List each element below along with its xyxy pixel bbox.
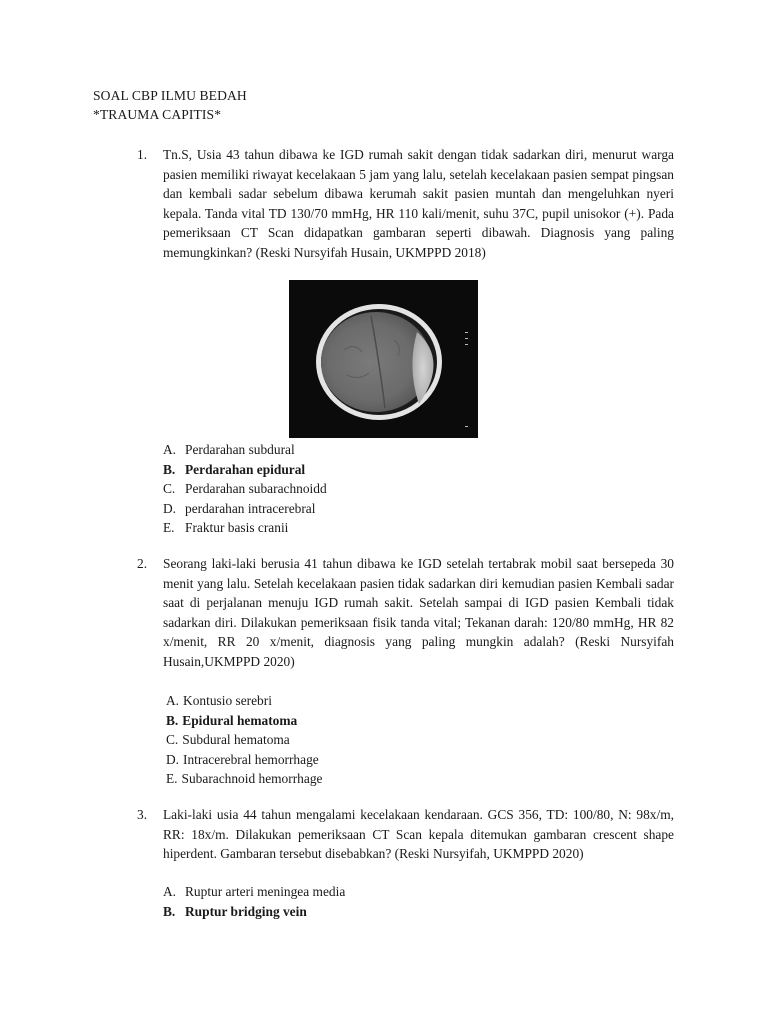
- option-b[interactable]: B. Ruptur bridging vein: [163, 903, 307, 919]
- question-3-text: Laki-laki usia 44 tahun mengalami kecelakaan kendaraan. GCS 356, TD: 100/80, N: 98x/m, RR: 18x/m. Dilakukan pemeriksaan CT Scan kepala ditemukan gambaran crescent shape hiperdent. Gambaran tersebut disebabkan? (Reski Nursyifah, UKMPPD 2020): [163, 807, 674, 862]
- question-2-options: [166, 691, 322, 789]
- option-e[interactable]: E. Fraktur basis cranii: [163, 520, 289, 536]
- question-1-options: [163, 440, 327, 538]
- option-e[interactable]: E. Subarachnoid hemorrhage: [166, 771, 323, 787]
- document-title: SOAL CBP ILMU BEDAH: [93, 88, 247, 103]
- question-2-text: Seorang laki-laki berusia 41 tahun dibawa ke IGD setelah tertabrak mobil saat bersepeda 30 menit yang lalu. Setelah kecelakaan pasien tidak sadarkan diri kemudian pasien Kembali sadar saat di perjalanan menuju IGD rumah sakit. Setelah sampai di IGD pasien Kembali tidak sadarkan diri. Dilakukan pemeriksaan fisik tanda vital; Tekanan darah: 120/80 mmHg, HR 82 x/menit, RR 20 x/menit, diagnosis yang paling mungkin adalah? (Reski Nursyifah Husain,UKMPPD 2020): [163, 556, 674, 669]
- option-a[interactable]: A. Ruptur arteri meningea media: [163, 884, 346, 899]
- option-c[interactable]: C. Subdural hematoma: [166, 732, 290, 748]
- question-3-options: [163, 882, 345, 921]
- ct-scan-brain-image: [289, 280, 478, 438]
- option-d[interactable]: D. perdarahan intracerebral: [163, 500, 316, 516]
- option-d[interactable]: D. Intracerebral hemorrhage: [166, 751, 319, 767]
- option-b[interactable]: B. Perdarahan epidural: [163, 461, 306, 477]
- question-1-text: Tn.S, Usia 43 tahun dibawa ke IGD rumah sakit dengan tidak sadarkan diri, menurut warga pasien memiliki riwayat kecelakaan 5 jam yang lalu, setelah kecelakaan pasien sempat pingsan dan kembali sadar sebelum dibawa kerumah sakit pasien muntah dan mengeluhkan nyeri kepala. Tanda vital TD 130/70 mmHg, HR 110 kali/menit, suhu 37C, pupil unisokor (+). Pada pemeriksaan CT Scan didapatkan gambaran seperti dibawah. Diagnosis yang paling memungkinkan? (Reski Nursyifah Husain, UKMPPD 2018): [163, 147, 674, 260]
- document-subtitle: *TRAUMA CAPITIS*: [93, 107, 222, 122]
- question-3-number: 3.: [137, 807, 148, 822]
- option-a[interactable]: A. Kontusio serebri: [166, 693, 272, 708]
- option-b[interactable]: B. Epidural hematoma: [166, 712, 298, 728]
- option-a[interactable]: A. Perdarahan subdural: [163, 442, 295, 457]
- option-c[interactable]: C. Perdarahan subarachnoidd: [163, 481, 327, 497]
- question-2-number: 2.: [137, 556, 148, 571]
- question-1-number: 1.: [137, 147, 148, 162]
